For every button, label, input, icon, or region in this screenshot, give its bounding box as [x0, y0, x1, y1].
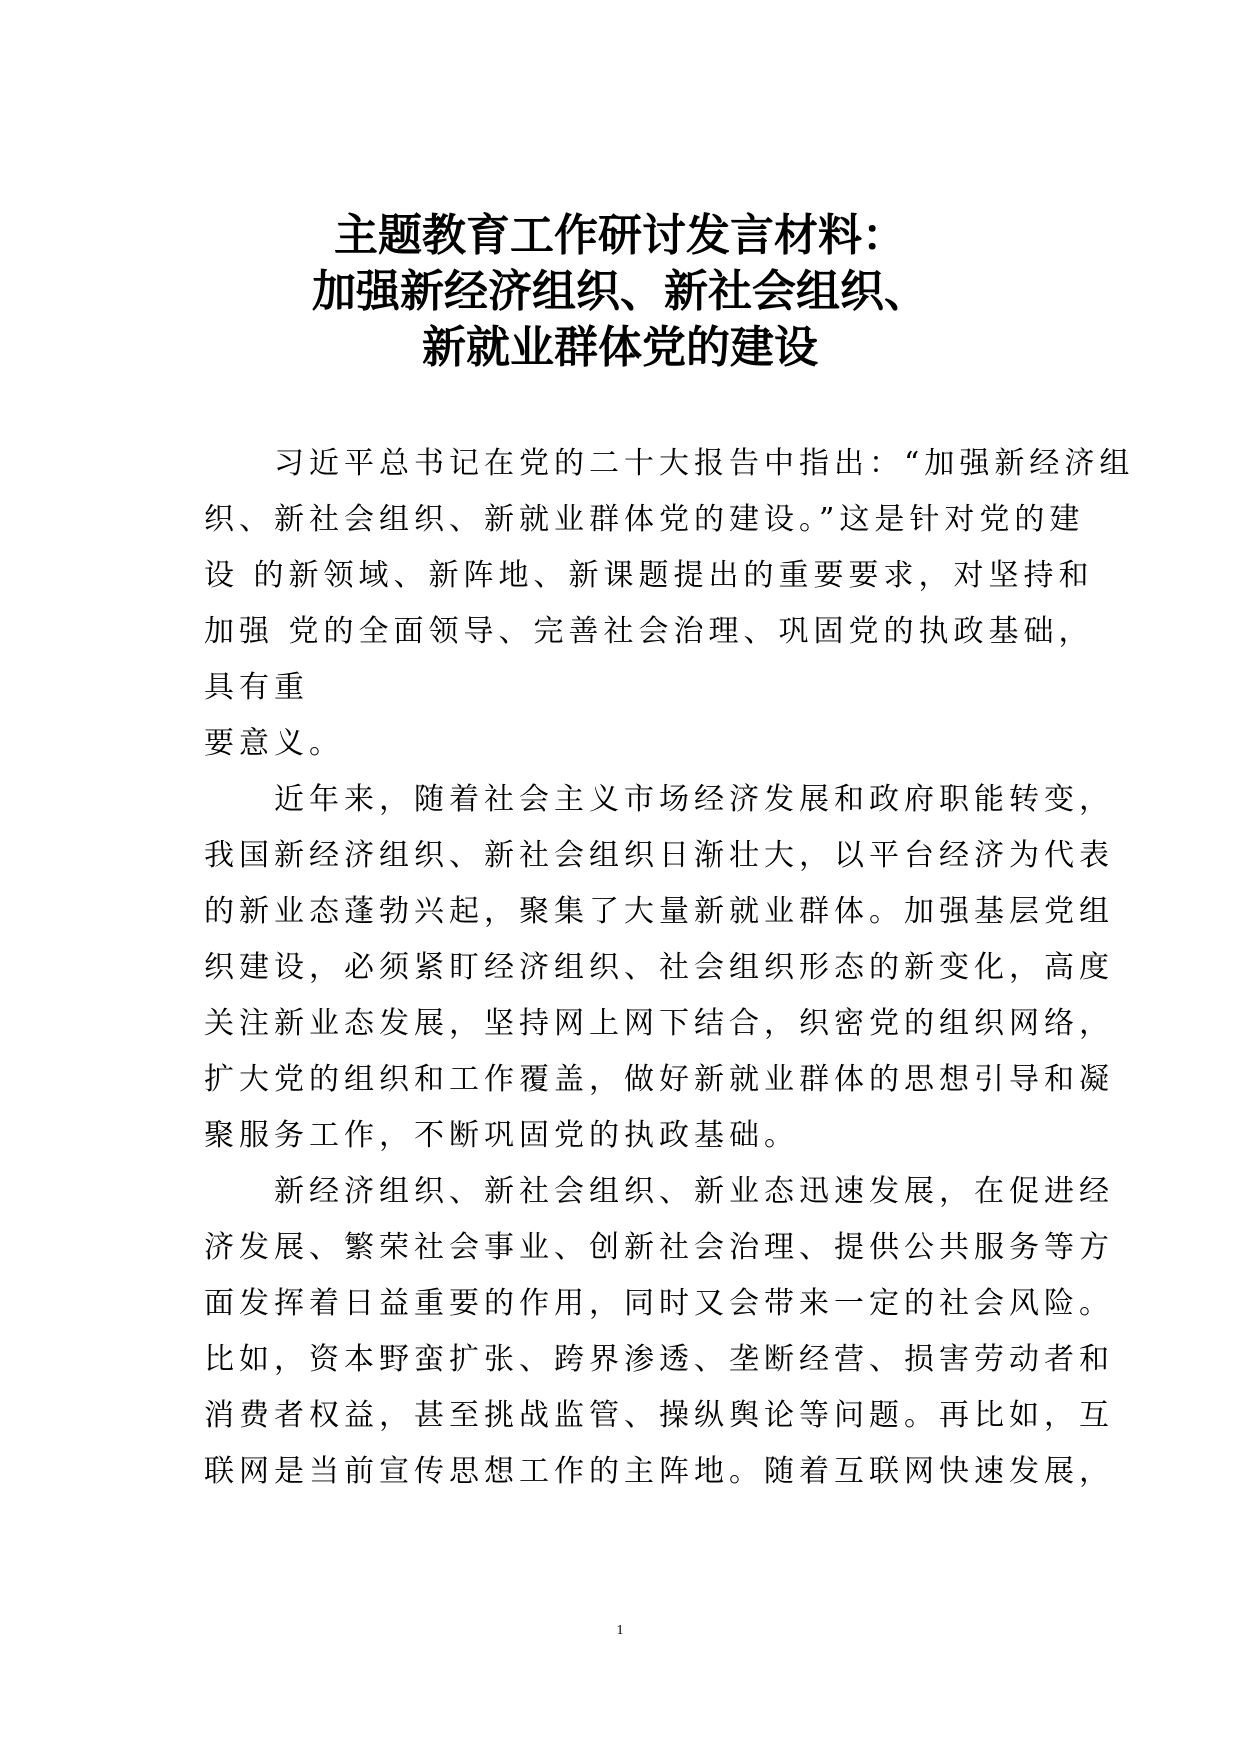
- paragraph-1: [204, 436, 1135, 772]
- paragraph-line: 关注新业态发展，坚持网上网下结合，织密党的组织网络，: [204, 1006, 1114, 1041]
- paragraph-line: 具有重: [204, 670, 309, 705]
- paragraph-line: 面发挥着日益重要的作用，同时又会带来一定的社会风险。: [204, 1286, 1114, 1321]
- page-number: 1: [616, 1623, 624, 1638]
- paragraph-line: 的新业态蓬勃兴起，聚集了大量新就业群体。加强基层党组: [204, 894, 1114, 929]
- paragraph-line: 新经济组织、新社会组织、新业态迅速发展，在促进经: [204, 1174, 1114, 1209]
- paragraph-line: 比如，资本野蛮扩张、跨界渗透、垄断经营、损害劳动者和: [204, 1342, 1114, 1377]
- paragraph-line: 习近平总书记在党的二十大报告中指出：“加强新经济组: [204, 446, 1135, 481]
- paragraph-3: [204, 1164, 1114, 1500]
- paragraph-line: 近年来，随着社会主义市场经济发展和政府职能转变，: [204, 782, 1114, 817]
- title-line-1: 主题教育工作研讨发言材料：: [334, 210, 906, 261]
- paragraph-line: 济发展、繁荣社会事业、创新社会治理、提供公共服务等方: [204, 1230, 1114, 1265]
- paragraph-line: 设 的新领域、新阵地、新课题提出的重要要求，对坚持和: [204, 558, 1094, 593]
- paragraph-line: 扩大党的组织和工作覆盖，做好新就业群体的思想引导和凝: [204, 1062, 1114, 1097]
- title-line-3: 新就业群体党的建设: [422, 322, 818, 373]
- paragraph-2: [204, 772, 1114, 1164]
- document-body: [204, 436, 1135, 1500]
- paragraph-line: 我国新经济组织、新社会组织日渐壮大，以平台经济为代表: [204, 838, 1114, 873]
- paragraph-line: 联网是当前宣传思想工作的主阵地。随着互联网快速发展，: [204, 1454, 1114, 1489]
- paragraph-line: 要意义。: [204, 726, 344, 761]
- paragraph-line: 聚服务工作，不断巩固党的执政基础。: [204, 1118, 799, 1153]
- paragraph-line: 消费者权益，甚至挑战监管、操纵舆论等问题。再比如，互: [204, 1398, 1114, 1433]
- paragraph-line: 织、新社会组织、新就业群体党的建设。”这是针对党的建: [204, 502, 1085, 537]
- paragraph-line: 加强 党的全面领导、完善社会治理、巩固党的执政基础，: [204, 614, 1094, 649]
- title-line-2: 加强新经济组织、新社会组织、: [312, 266, 928, 317]
- document-title: [0, 208, 1240, 376]
- paragraph-line: 织建设，必须紧盯经济组织、社会组织形态的新变化，高度: [204, 950, 1114, 985]
